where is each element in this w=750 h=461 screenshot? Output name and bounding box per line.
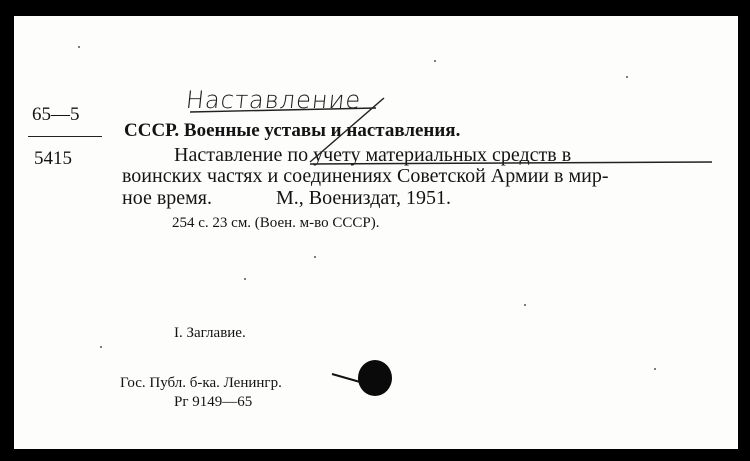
tracing: I. Заглавие. — [174, 325, 246, 341]
ink-blot — [358, 360, 392, 396]
call-number-bottom: 5415 — [34, 148, 72, 169]
speck — [244, 278, 246, 280]
body-line-2: воинских частях и соединениях Советской Армии в мир- — [122, 165, 609, 187]
collation: 254 с. 23 см. (Воен. м-во СССР). — [172, 215, 380, 231]
body-line-3: ное время. — [122, 187, 212, 209]
library-stamp-line-2: Рг 9149—65 — [174, 394, 253, 410]
call-number-rule — [28, 136, 102, 137]
speck — [100, 346, 102, 348]
handwritten-title: Наставление — [184, 86, 363, 114]
imprint: М., Воениздат, 1951. — [276, 187, 451, 209]
speck — [626, 76, 628, 78]
call-number-top: 65—5 — [32, 104, 80, 125]
library-stamp-line-1: Гос. Публ. б-ка. Ленингр. — [120, 375, 282, 391]
body-line-1: Наставление по учету материальных средств в — [174, 144, 572, 166]
speck — [434, 60, 436, 62]
speck — [78, 46, 80, 48]
speck — [314, 256, 316, 258]
speck — [654, 368, 656, 370]
catalog-card — [14, 16, 738, 449]
speck — [524, 304, 526, 306]
card-heading: СССР. Военные уставы и наставления. — [124, 120, 461, 141]
ink-blot-tail — [332, 374, 360, 382]
